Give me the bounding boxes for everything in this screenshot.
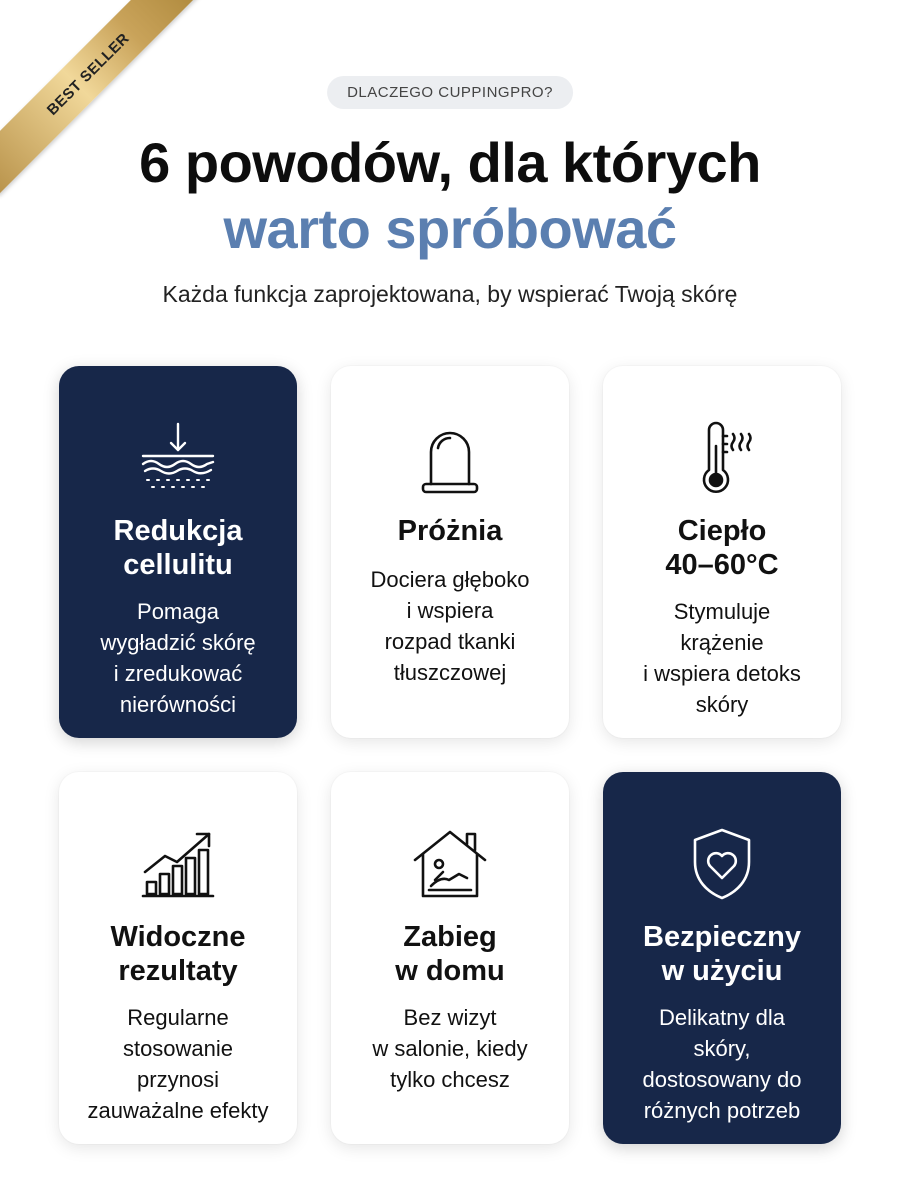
card-description: Delikatny dla skóry, dostosowany do różnych potrzeb: [642, 1005, 802, 1123]
card-title: Bezpieczny w użyciu: [643, 921, 801, 987]
eyebrow-pill: DLACZEGO CUPPINGPRO?: [327, 76, 573, 109]
card-title: Próżnia: [397, 515, 503, 547]
feature-card-cellulite: [59, 366, 297, 738]
card-description: Pomaga wygładzić skórę i zredukować nierówności: [100, 599, 256, 717]
feature-card-heat: [603, 366, 841, 738]
feature-card-home: [331, 772, 569, 1144]
card-description: Stymuluje krążenie i wspiera detoks skóry: [643, 599, 801, 717]
thermometer-heat-icon: [677, 414, 767, 504]
card-description: Bez wizyt w salonie, kiedy tylko chcesz: [372, 1005, 528, 1092]
vacuum-cup-icon: [405, 414, 495, 504]
card-title: Redukcja cellulitu: [113, 515, 243, 581]
feature-card-vacuum: [331, 366, 569, 738]
shield-heart-icon: [677, 820, 767, 910]
card-title: Widoczne rezultaty: [110, 921, 246, 987]
subtitle: Każda funkcja zaprojektowana, by wspierać Twoją skórę: [162, 281, 738, 307]
home-relax-icon: [405, 820, 495, 910]
headline-line-1: 6 powodów, dla których: [139, 131, 761, 194]
best-seller-label: BEST SELLER: [0, 0, 210, 196]
feature-card-results: [59, 772, 297, 1144]
card-title: Ciepło 40–60°C: [665, 515, 779, 581]
card-title: Zabieg w domu: [395, 921, 505, 987]
feature-card-safe: [603, 772, 841, 1144]
growth-chart-icon: [133, 820, 223, 910]
headline-line-2: warto spróbować: [223, 197, 677, 260]
card-description: Dociera głęboko i wspiera rozpad tkanki tłuszczowej: [370, 567, 530, 685]
card-description: Regularne stosowanie przynosi zauważalne efekty: [87, 1005, 269, 1123]
skin-layers-arrow-icon: [133, 414, 223, 504]
